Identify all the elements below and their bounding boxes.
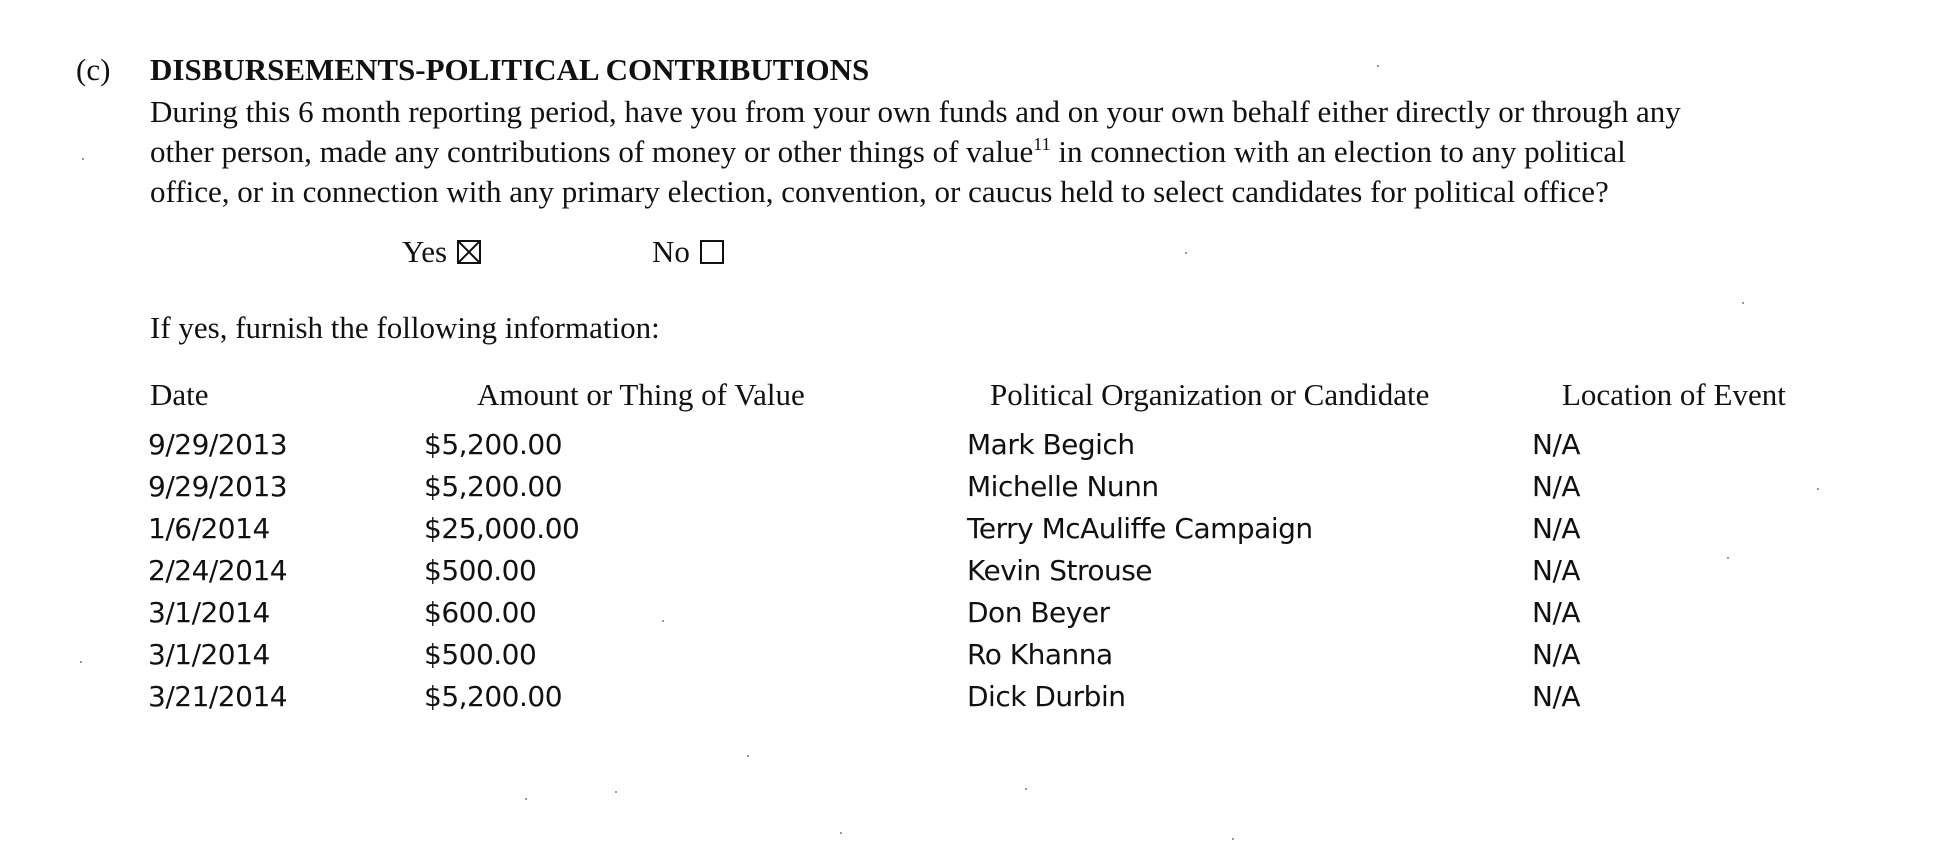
cell-organization: Michelle Nunn xyxy=(967,470,1159,503)
cell-location: N/A xyxy=(1532,638,1581,671)
cell-organization: Terry McAuliffe Campaign xyxy=(967,512,1313,545)
cell-date: 3/1/2014 xyxy=(148,596,270,629)
cell-amount: $600.00 xyxy=(424,596,537,629)
cell-location: N/A xyxy=(1532,428,1581,461)
header-location: Location of Event xyxy=(1562,377,1786,412)
question-line-2-end: in connection with an election to any political xyxy=(1050,134,1626,169)
cell-organization: Kevin Strouse xyxy=(967,554,1153,587)
contributions-table xyxy=(0,428,1956,722)
cell-location: N/A xyxy=(1532,596,1581,629)
table-row xyxy=(0,596,1956,638)
footnote-marker: 11 xyxy=(1033,134,1051,154)
yes-label: Yes xyxy=(402,234,448,269)
table-row xyxy=(0,512,1956,554)
cell-location: N/A xyxy=(1532,512,1581,545)
cell-organization: Mark Begich xyxy=(967,428,1135,461)
cell-date: 1/6/2014 xyxy=(148,512,270,545)
instruction-text: If yes, furnish the following information: xyxy=(150,310,660,345)
no-checkbox-icon[interactable] xyxy=(700,240,724,264)
yes-option[interactable] xyxy=(402,234,481,270)
table-row xyxy=(0,554,1956,596)
question-line-2-start: other person, made any contributions of money or other things of value xyxy=(150,134,1034,169)
cell-amount: $500.00 xyxy=(424,554,537,587)
cell-date: 9/29/2013 xyxy=(148,428,288,461)
cell-location: N/A xyxy=(1532,470,1581,503)
cell-amount: $5,200.00 xyxy=(424,680,563,713)
question-line-3: office, or in connection with any primary election, convention, or caucus held to select candidates for political office? xyxy=(150,174,1609,209)
cell-date: 3/1/2014 xyxy=(148,638,270,671)
table-row xyxy=(0,638,1956,680)
question-line-1: During this 6 month reporting period, have you from your own funds and on your own behalf either directly or through any xyxy=(150,94,1681,129)
cell-date: 3/21/2014 xyxy=(148,680,288,713)
cell-organization: Dick Durbin xyxy=(967,680,1126,713)
section-heading: DISBURSEMENTS-POLITICAL CONTRIBUTIONS xyxy=(150,52,870,87)
cell-location: N/A xyxy=(1532,680,1581,713)
question-line-2 xyxy=(150,134,1626,170)
cell-date: 9/29/2013 xyxy=(148,470,288,503)
table-row xyxy=(0,680,1956,722)
header-date: Date xyxy=(150,377,209,412)
cell-amount: $5,200.00 xyxy=(424,428,563,461)
no-option[interactable] xyxy=(652,234,724,270)
cell-amount: $5,200.00 xyxy=(424,470,563,503)
cell-amount: $500.00 xyxy=(424,638,537,671)
table-row xyxy=(0,428,1956,470)
cell-organization: Don Beyer xyxy=(967,596,1110,629)
cell-amount: $25,000.00 xyxy=(424,512,580,545)
header-amount: Amount or Thing of Value xyxy=(477,377,805,412)
yes-checkbox-checked-icon[interactable] xyxy=(457,240,481,264)
cell-location: N/A xyxy=(1532,554,1581,587)
no-label: No xyxy=(652,234,690,269)
header-organization: Political Organization or Candidate xyxy=(990,377,1430,412)
table-row xyxy=(0,470,1956,512)
section-label: (c) xyxy=(76,52,111,87)
cell-date: 2/24/2014 xyxy=(148,554,288,587)
cell-organization: Ro Khanna xyxy=(967,638,1113,671)
